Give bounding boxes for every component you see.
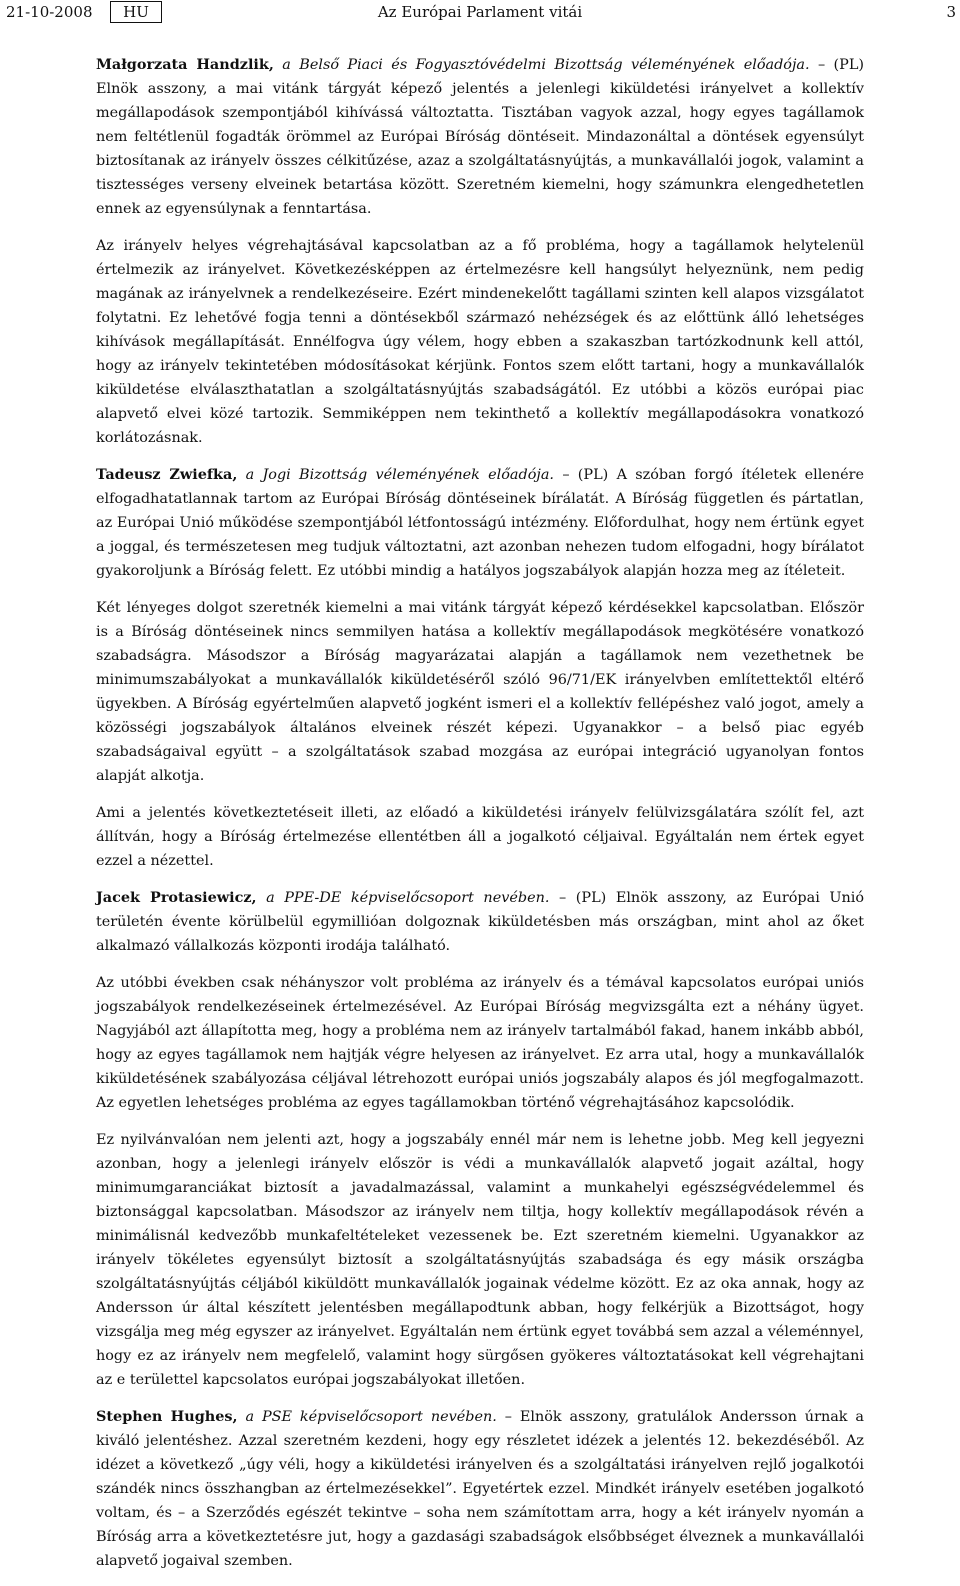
paragraph bbox=[96, 234, 864, 450]
language-marker: – (PL) bbox=[562, 467, 609, 483]
speaker-role: a Belső Piaci és Fogyasztóvédelmi Bizottság véleményének előadója. bbox=[282, 57, 810, 73]
document-date: 21-10-2008 bbox=[6, 3, 93, 21]
page-header bbox=[0, 0, 960, 24]
paragraph-text: Ez nyilvánvalóan nem jelenti azt, hogy a jogszabály ennél már nem is lehetne jobb. Meg kell jegyezni azonban, hogy a jelenlegi irányelv először is védi a munkavállalók alapvető jogait azáltal, hogy minimumgaranciákat biztosít a javadalmazással, valamint a munkahelyi egészségvédelemmel és biztonsággal kapcsolatban. Másodszor az irányelv nem tiltja, hogy kollektív megállapodások révén a minimálisnál kedvezőbb munkafeltételeket vezessenek be. Ezt szeretném kiemelni. Ugyanakkor az irányelv tökéletes egyensúlyt biztosít a szolgáltatásnyújtás szabadsága és egy másik országba szolgáltatásnyújtás céljából kiküldött munkavállalók jogainak védelme között. Ez az oka annak, hogy az Andersson úr által készített jelentésben megállapodtunk abban, hogy felkérjük a Bizottságot, hogy vizsgálja meg még egyszer az irányelvet. Egyáltalán nem értünk egyet továbbá sem azzal a véleménnyel, hogy ez az irányelv nem megfelelő, valamint hogy sürgősen gyökeres változtatásokat kell végrehajtani az e területtel kapcsolatos európai jogszabályokat illetően. bbox=[96, 1132, 864, 1388]
page-number: 3 bbox=[946, 3, 956, 21]
speaker-role: a Jogi Bizottság véleményének előadója. bbox=[245, 467, 555, 483]
paragraph-text: Elnök asszony, a mai vitánk tárgyát képező jelentés a jelenlegi kiküldetési irányelvet a kollektív megállapodások szempontjából kihívássá változtatta. Tisztában vagyok azzal, hogy egyes tagállamok nem feltétlenül fogadták örömmel az Európai Bíróság döntéseit. Mindazonáltal a döntések egyensúlyt biztosítanak az irányelv összes célkitűzése, azaz a szolgáltatásnyújtás, a munkavállalói jogok, valamint a tisztességes verseny elveinek betartása között. Szeretném kiemelni, hogy számunkra elengedhetetlen ennek az egyensúlynak a fenntartása. bbox=[96, 81, 864, 217]
speaker-name: Tadeusz Zwiefka, bbox=[96, 466, 238, 483]
paragraph-text: Elnök asszony, gratulálok Andersson úrnak a kiváló jelentéshez. Azzal szeretném kezdeni, hogy egy részletet idézek a jelentés 12. bekezdéséből. Az idézet a következő „úgy véli, hogy a kiküldetési irányelven és a szolgáltatási irányelven rejlő jogalkotói szándék nincs összhangban az értelmezésekkel”. Egyetértek ezzel. Mindkét irányelv esetében jogalkotó voltam, és – a Szerződés egészét tekintve – soha nem számítottam arra, hogy a két irányelv nyomán a Bíróság arra a következtetésre jut, hogy a gazdasági szabadságok elsőbbséget élveznek a munkavállalói alapvető jogaival szemben. bbox=[96, 1409, 865, 1569]
paragraph bbox=[96, 596, 864, 788]
language-marker: – (PL) bbox=[817, 57, 865, 73]
language-badge: HU bbox=[110, 1, 162, 23]
language-marker: – bbox=[504, 1409, 512, 1425]
speaker-name: Jacek Protasiewicz, bbox=[96, 889, 257, 906]
speaker-name: Małgorzata Handzlik, bbox=[96, 56, 274, 73]
paragraph bbox=[96, 971, 864, 1115]
paragraph-text: A szóban forgó ítéletek ellenére elfogadhatatlannak tartom az Európai Bíróság döntéseinek bírálatát. A Bíróság független és pártatlan, az Európai Unió működése szempontjából létfontosságú intézmény. Előfordulhat, hogy nem értünk egyet a joggal, és természetesen meg tudjuk változtatni, azt azonban nehezen tudom elfogadni, hogy bírálatot gyakoroljunk a Bíróság felett. Ez utóbbi mindig a hatályos jogszabályok alapján hozza meg az ítéleteit. bbox=[96, 467, 865, 579]
language-marker: – (PL) bbox=[559, 890, 607, 906]
paragraph bbox=[96, 1405, 864, 1573]
paragraph bbox=[96, 801, 864, 873]
debate-text bbox=[96, 53, 864, 1586]
paragraph-text: Ami a jelentés következtetéseit illeti, az előadó a kiküldetési irányelv felülvizsgálatára szólít fel, azt állítván, hogy a Bíróság értelmezése ellentétben áll a jogalkotó céljaival. Egyáltalán nem értek egyet ezzel a nézettel. bbox=[96, 805, 864, 869]
paragraph-text: Az utóbbi években csak néhányszor volt probléma az irányelv és a témával kapcsolatos európai uniós jogszabályok rendelkezéseinek értelmezésével. Az Európai Bíróság megvizsgálta ezt a néhány ügyet. Nagyjából azt állapította meg, hogy a probléma nem az irányelv tartalmából fakad, hanem inkább abból, hogy az egyes tagállamok nem hajtják végre helyesen az irányelvet. Ez arra utal, hogy a munkavállalók kiküldetésének szabályozása céljával létrehozott európai uniós jogszabály alapos és jól megfogalmazott. Az egyetlen lehetséges probléma az egyes tagállamokban történő végrehajtásához kapcsolódik. bbox=[96, 975, 864, 1111]
paragraph-text: Két lényeges dolgot szeretnék kiemelni a mai vitánk tárgyát képező kérdésekkel kapcsolatban. Először is a Bíróság döntéseinek nincs semmilyen hatása a kollektív megállapodások megkötésére vonatkozó szabadságra. Másodszor a Bíróság magyarázatai alapján a tagállamok nem vezethetnek be minimumszabályokat a munkavállalók kiküldetéséről szóló 96/71/EK irányelvben említettektől eltérő ügyekben. A Bíróság egyértelműen alapvető jogként ismeri el a kollektív fellépéshez való jogot, amely a közösségi jogszabályok általános elveinek részét képezi. Ugyanakkor – a belső piac egyéb szabadságaival együtt – a szolgáltatások szabad mozgása az európai integráció ugyanolyan fontos alapját alkotja. bbox=[96, 600, 864, 784]
paragraph bbox=[96, 463, 864, 583]
speaker-name: Stephen Hughes, bbox=[96, 1408, 238, 1425]
document-title: Az Európai Parlament vitái bbox=[377, 3, 583, 21]
paragraph bbox=[96, 886, 864, 958]
paragraph bbox=[96, 53, 864, 221]
paragraph bbox=[96, 1128, 864, 1392]
paragraph-text: Elnök asszony, az Európai Unió területén évente körülbelül egymillióan dolgoznak kiküldetésben más országban, mint ahol az őket alkalmazó vállalkozás központi irodája található. bbox=[96, 890, 865, 954]
speaker-role: a PSE képviselőcsoport nevében. bbox=[245, 1409, 497, 1425]
paragraph-text: Az irányelv helyes végrehajtásával kapcsolatban az a fő probléma, hogy a tagállamok helytelenül értelmezik az irányelvet. Következésképpen az értelmezésre kell hangsúlyt helyeznünk, nem pedig magának az irányelvnek a rendelkezéseire. Ezért mindenekelőtt tagállami szinten kell alapos vizsgálatot folytatni. Ez lehetővé fogja tenni a döntésekből származó nehézségek és az előttünk álló lehetséges kihívások megállapítását. Ennélfogva úgy vélem, hogy ebben a szakaszban tartózkodnunk kell attól, hogy az irányelv tekintetében módosításokat kérjünk. Fontos szem előtt tartani, hogy a munkavállalók kiküldetése elválaszthatatlan a szolgáltatásnyújtás szabadságától. Ez utóbbi a közös európai piac alapvető elvei közé tartozik. Semmiképpen nem tekinthető a kollektív megállapodásokra vonatkozó korlátozásnak. bbox=[96, 238, 864, 446]
speaker-role: a PPE-DE képviselőcsoport nevében. bbox=[266, 890, 550, 906]
